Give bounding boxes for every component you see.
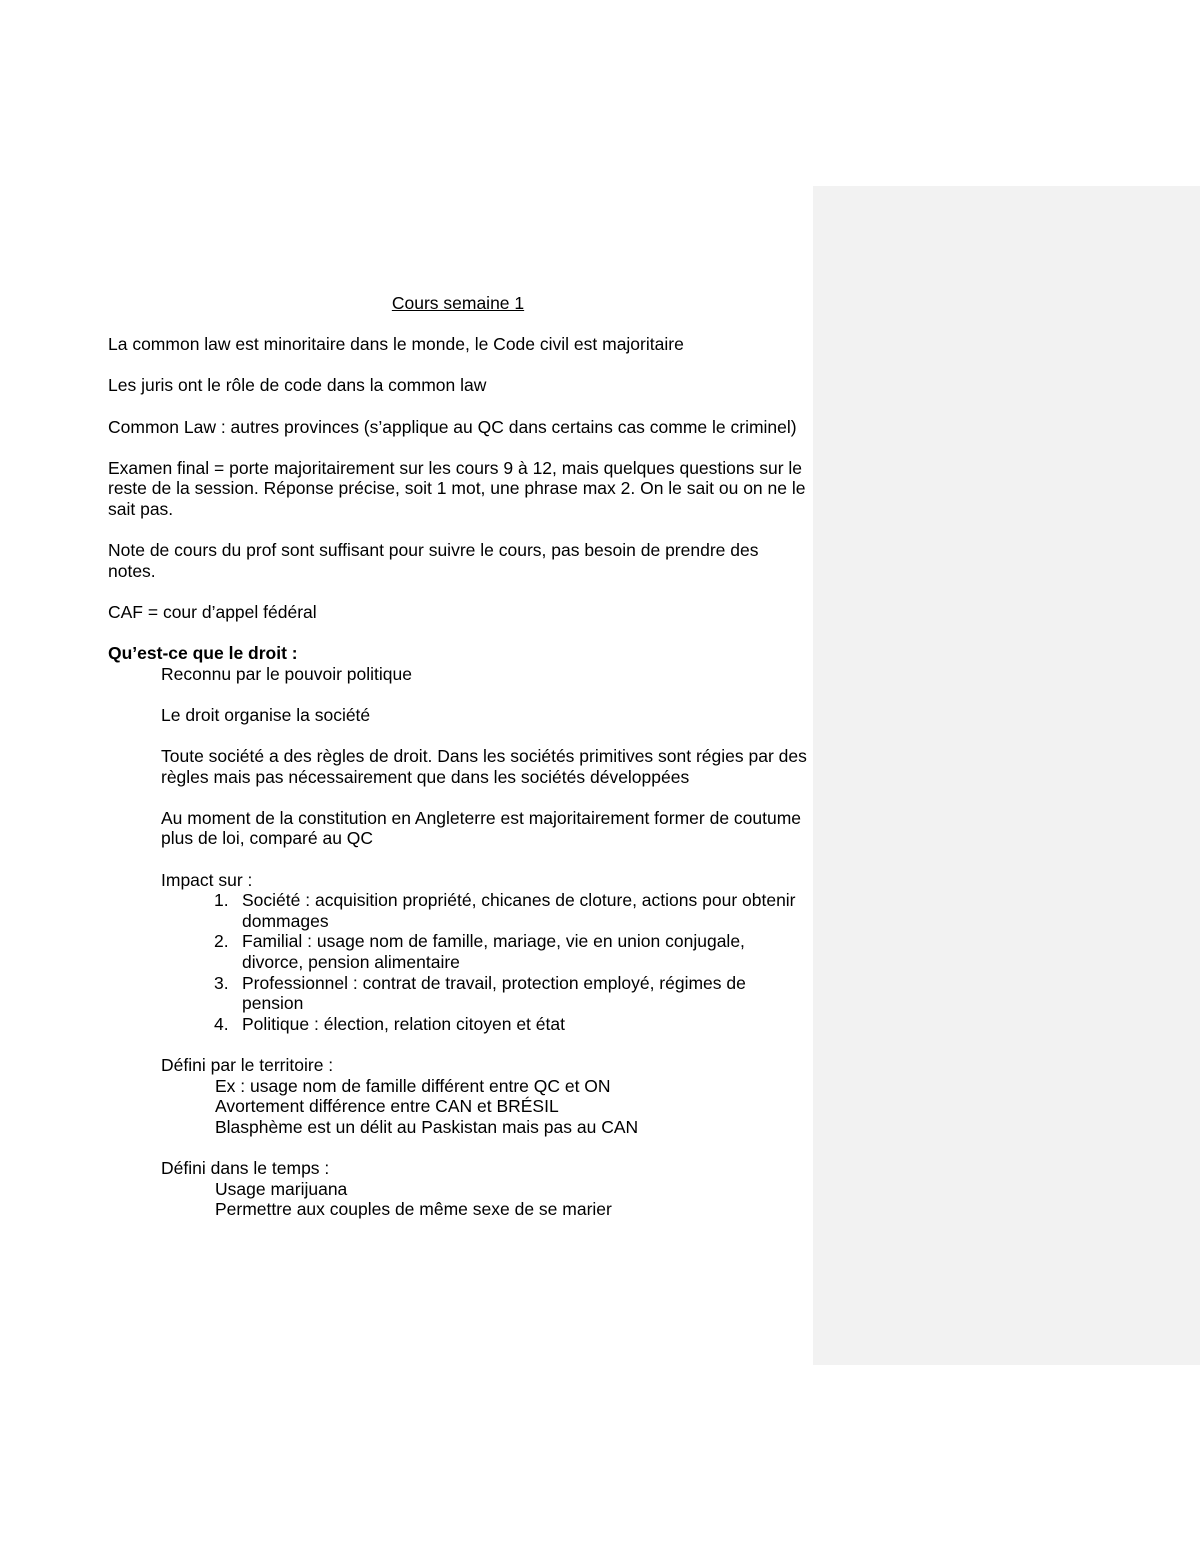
territoire-items <box>215 1076 808 1138</box>
list-text: Politique : élection, relation citoyen et état <box>242 1013 565 1034</box>
list-number: 4. <box>214 1013 229 1034</box>
list-item <box>161 931 808 972</box>
territoire-label: Défini par le territoire : <box>161 1054 334 1075</box>
section-heading: Qu’est-ce que le droit : <box>108 643 298 664</box>
section-point: Le droit organise la société <box>161 704 371 725</box>
temps-item: Usage marijuana <box>215 1178 348 1199</box>
territoire-item: Avortement différence entre CAN et BRÉSIL <box>215 1096 559 1117</box>
section-content <box>161 664 808 1220</box>
list-item <box>161 890 808 931</box>
list-item <box>161 973 808 1014</box>
territoire-group <box>161 1055 808 1137</box>
section-point: Reconnu par le pouvoir politique <box>161 663 412 684</box>
document-body <box>108 293 808 1240</box>
territoire-item: Blasphème est un délit au Paskistan mais pas au CAN <box>215 1116 639 1137</box>
paragraph: Les juris ont le rôle de code dans la common law <box>108 375 487 396</box>
list-text: Familial : usage nom de famille, mariage, vie en union conjugale, divorce, pension alimentaire <box>242 931 745 972</box>
temps-items <box>215 1179 808 1220</box>
section-point: Toute société a des règles de droit. Dans les sociétés primitives sont régies par des règles mais pas nécessairement que dans les sociétés développées <box>161 746 807 787</box>
impact-list <box>161 890 808 1034</box>
temps-group <box>161 1158 808 1220</box>
paragraph: La common law est minoritaire dans le monde, le Code civil est majoritaire <box>108 334 684 355</box>
list-text: Société : acquisition propriété, chicanes de cloture, actions pour obtenir dommages <box>242 890 796 931</box>
comment-pane <box>813 186 1200 1365</box>
list-number: 3. <box>214 972 229 993</box>
temps-label: Défini dans le temps : <box>161 1157 330 1178</box>
list-number: 1. <box>214 890 229 911</box>
paragraph: CAF = cour d’appel fédéral <box>108 601 317 622</box>
paragraph: Note de cours du prof sont suffisant pour suivre le cours, pas besoin de prendre des notes. <box>108 540 759 581</box>
territoire-item: Ex : usage nom de famille différent entre QC et ON <box>215 1075 611 1096</box>
list-number: 2. <box>214 931 229 952</box>
temps-item: Permettre aux couples de même sexe de se marier <box>215 1199 612 1220</box>
list-text: Professionnel : contrat de travail, protection employé, régimes de pension <box>242 972 746 1014</box>
paragraph: Examen final = porte majoritairement sur les cours 9 à 12, mais quelques questions sur le reste de la session. Réponse précise, soit 1 mot, une phrase max 2. On le sait ou on ne le sait pas. <box>108 457 806 519</box>
impact-label: Impact sur : <box>161 869 253 890</box>
paragraph: Common Law : autres provinces (s’applique au QC dans certains cas comme le criminel) <box>108 416 797 437</box>
list-item <box>161 1014 808 1035</box>
section-point: Au moment de la constitution en Angleterre est majoritairement former de coutume plus de loi, comparé au QC <box>161 807 802 849</box>
document-title: Cours semaine 1 <box>391 293 525 313</box>
